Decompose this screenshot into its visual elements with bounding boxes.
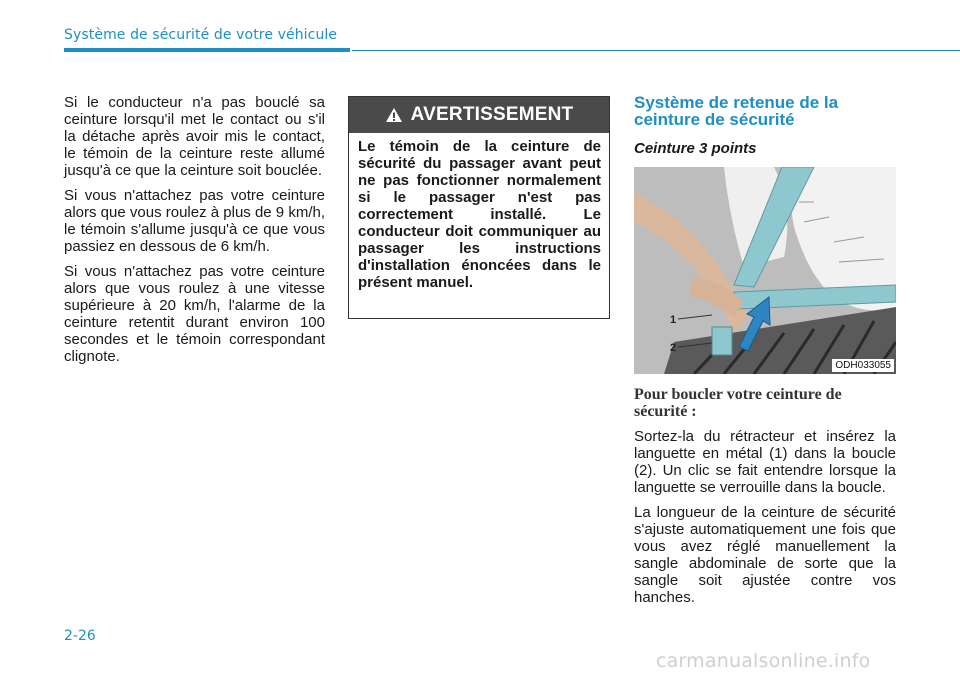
paragraph: La longueur de la ceinture de sécurité s'ajuste automatiquement une fois que vous avez réglé manuellement la sangle abdominale de sorte que la sangle soit ajustée contre vos hanches. — [634, 504, 896, 606]
procedure-heading: Pour boucler votre ceinture de sécurité : — [634, 386, 842, 420]
figure-code: ODH033055 — [832, 359, 894, 372]
warning-triangle-icon — [385, 107, 403, 123]
left-column — [64, 94, 325, 373]
right-column — [634, 94, 896, 614]
seatbelt-illustration — [634, 167, 896, 374]
warning-header — [349, 97, 609, 133]
warning-box — [348, 96, 610, 319]
header-rule — [64, 48, 350, 52]
paragraph: Si le conducteur n'a pas bouclé sa ceinture lorsqu'il met le contact ou s'il la détache après avoir mis le contact, le témoin de la ceinture reste allumé jusqu'à ce que la ceinture soit bouclée. — [64, 94, 325, 179]
paragraph: Sortez-la du rétracteur et insérez la languette en métal (1) dans la boucle (2). Un clic se fait entendre lorsque la languette se verrouille dans la boucle. — [634, 428, 896, 496]
paragraph: Si vous n'attachez pas votre ceinture alors que vous roulez à plus de 9 km/h, le témoin s'allume jusqu'à ce que vous passiez en dessous de 6 km/h. — [64, 187, 325, 255]
page-number: 2-26 — [64, 628, 96, 644]
callout-1: 1 — [670, 314, 677, 326]
callout-2: 2 — [670, 342, 677, 354]
seatbelt-drawing — [634, 167, 896, 374]
watermark: carmanualsonline.info — [656, 650, 871, 672]
header-rule-thin — [352, 50, 960, 51]
subsection-title: Ceinture 3 points — [634, 140, 757, 157]
paragraph: Si vous n'attachez pas votre ceinture alors que vous roulez à une vitesse supérieure à 20 km/h, l'alarme de la ceinture retentit durant environ 100 secondes et le témoin correspondant clignote. — [64, 263, 325, 365]
warning-title: AVERTISSEMENT — [410, 104, 574, 125]
section-title: Système de retenue de la ceinture de sécurité — [634, 93, 839, 129]
section-header: Système de sécurité de votre véhicule — [64, 27, 338, 43]
warning-text: Le témoin de la ceinture de sécurité du passager avant peut ne pas fonctionner normalement si le passager n'est pas correctement installé. Le conducteur doit communiquer au passager les instructions d'installation énoncées dans le présent manuel. — [358, 138, 601, 291]
